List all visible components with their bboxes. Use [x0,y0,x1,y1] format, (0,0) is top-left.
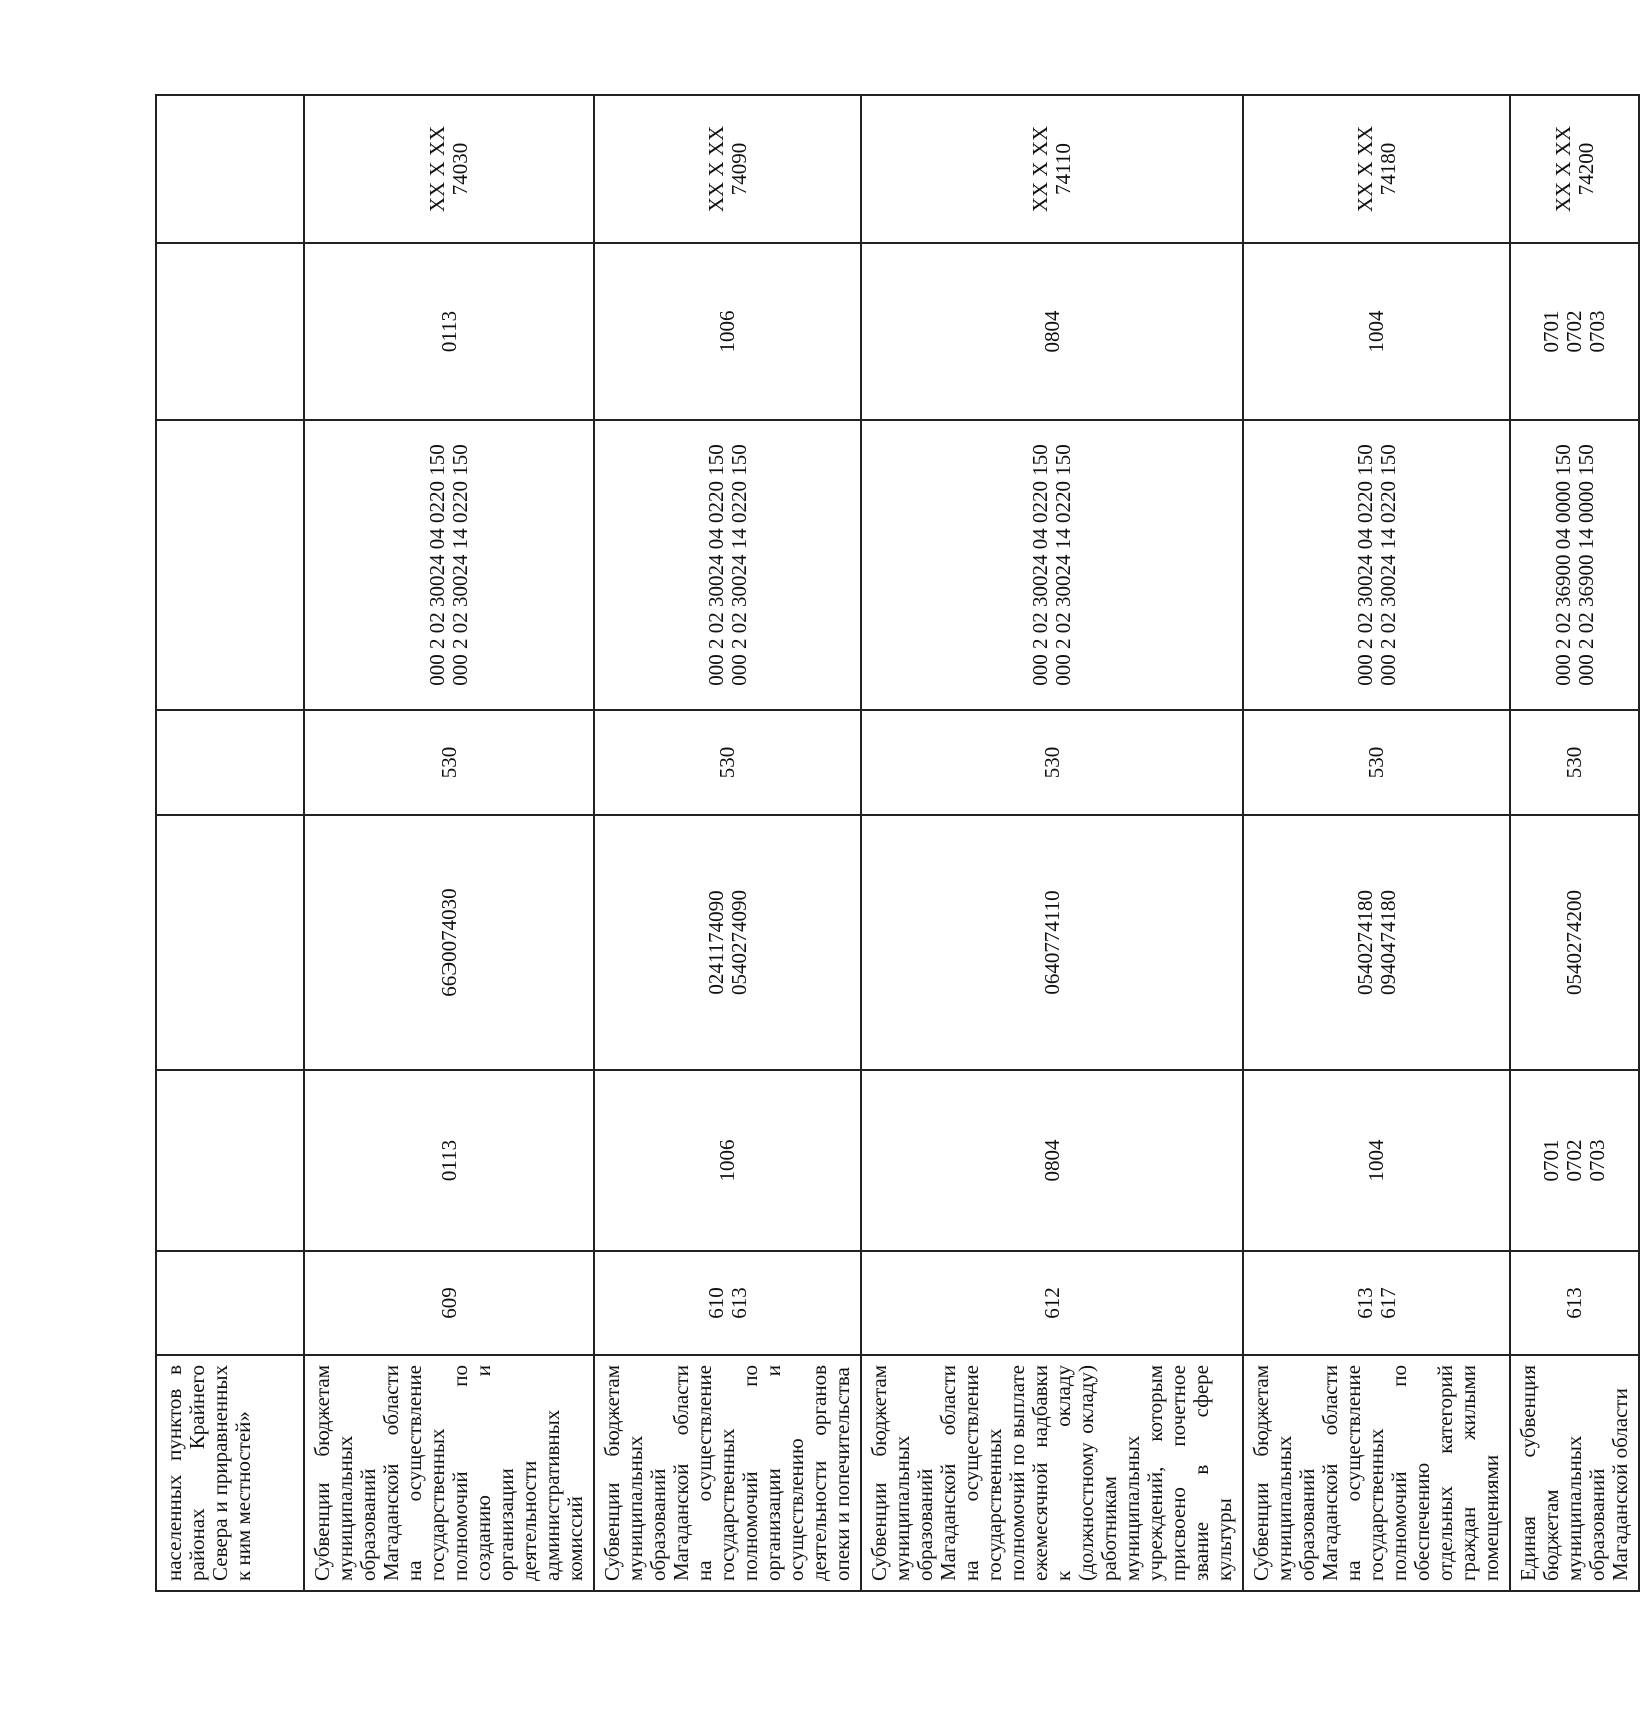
income-code-cell [156,420,304,710]
section-repeat-cell: 0113 [304,243,594,420]
grbs-cell: 613 617 [1243,1251,1510,1355]
code-cell: XX X XX 74110 [861,95,1243,243]
table-body [156,95,1639,1591]
target-article-cell [156,815,304,1070]
budget-codes-table [155,94,1640,1592]
name-cell: Единая субвенция бюджетам муниципальных образований Магаданской области [1510,1355,1639,1591]
grbs-cell: 613 [1510,1251,1639,1355]
name-cell: Субвенции бюджетам муниципальных образований Магаданской области на осуществление государственных полномочий по выплате ежемесячной надбавки к окладу (должностному окладу) работникам муниципальных учреждений, которым присвоено почетное звание в сфере культуры [861,1355,1243,1591]
target-article-cell: 0540274180 0940474180 [1243,815,1510,1070]
code-cell: XX X XX 74200 [1510,95,1639,243]
name-cell: Субвенции бюджетам муниципальных образований Магаданской области на осуществление государственных полномочий по обеспечению отдельных категорий граждан жилыми помещениями [1243,1355,1510,1591]
section-repeat-cell [156,243,304,420]
expense-type-cell [156,710,304,815]
grbs-cell: 609 [304,1251,594,1355]
table-row [594,95,861,1591]
target-article-cell: 0640774110 [861,815,1243,1070]
income-code-cell: 000 2 02 30024 04 0220 150 000 2 02 30024 14 0220 150 [304,420,594,710]
income-code-cell: 000 2 02 30024 04 0220 150 000 2 02 30024 14 0220 150 [861,420,1243,710]
section-cell [156,1070,304,1251]
code-cell: XX X XX 74090 [594,95,861,243]
section-repeat-cell: 0701 0702 0703 [1510,243,1639,420]
target-article-cell: 0540274200 [1510,815,1639,1070]
income-code-cell: 000 2 02 36900 04 0000 150 000 2 02 36900 14 0000 150 [1510,420,1639,710]
code-cell [156,95,304,243]
section-cell: 0701 0702 0703 [1510,1070,1639,1251]
target-article-cell: 66Э0074030 [304,815,594,1070]
grbs-cell: 610 613 [594,1251,861,1355]
table-row [1243,95,1510,1591]
table-row [1510,95,1639,1591]
table-row [304,95,594,1591]
section-cell: 0113 [304,1070,594,1251]
table-row [156,95,304,1591]
name-cell: Субвенции бюджетам муниципальных образований Магаданской области на осуществление государственных полномочий по организации и осуществлению деятельности органов опеки и попечительства [594,1355,861,1591]
section-cell: 0804 [861,1070,1243,1251]
income-code-cell: 000 2 02 30024 04 0220 150 000 2 02 30024 14 0220 150 [1243,420,1510,710]
section-cell: 1006 [594,1070,861,1251]
target-article-cell: 0241174090 0540274090 [594,815,861,1070]
grbs-cell: 612 [861,1251,1243,1355]
name-cell: Субвенции бюджетам муниципальных образований Магаданской области на осуществление государственных полномочий по созданию и организации деятельности административных комиссий [304,1355,594,1591]
name-cell: населенных пунктов в районах Крайнего Севера и приравненных к ним местностей» [156,1355,304,1591]
expense-type-cell: 530 [594,710,861,815]
section-cell: 1004 [1243,1070,1510,1251]
income-code-cell: 000 2 02 30024 04 0220 150 000 2 02 30024 14 0220 150 [594,420,861,710]
code-cell: XX X XX 74180 [1243,95,1510,243]
grbs-cell [156,1251,304,1355]
section-repeat-cell: 0804 [861,243,1243,420]
code-cell: XX X XX 74030 [304,95,594,243]
expense-type-cell: 530 [861,710,1243,815]
expense-type-cell: 530 [1243,710,1510,815]
expense-type-cell: 530 [304,710,594,815]
rotated-table-sheet [155,96,1632,1592]
section-repeat-cell: 1006 [594,243,861,420]
expense-type-cell: 530 [1510,710,1639,815]
section-repeat-cell: 1004 [1243,243,1510,420]
table-row [861,95,1243,1591]
